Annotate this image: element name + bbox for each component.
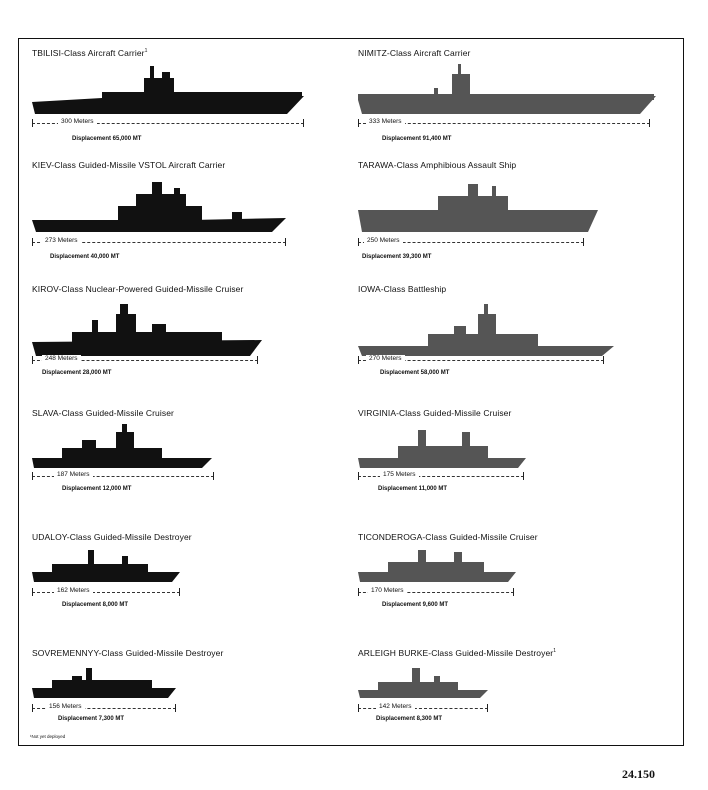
footnote-marker: 1 [553,648,557,655]
ship-title [358,284,446,294]
length-scale [32,238,286,247]
ship-silhouette-sovremennyy [32,662,182,702]
ship-silhouette-slava [32,422,222,474]
ship-title [32,160,225,170]
length-label: 270 Meters [366,355,405,362]
ship-entry-tbilisi [32,48,352,166]
length-scale [358,238,584,247]
ship-silhouette-arleigh-burke [358,662,498,702]
ship-entry-nimitz [358,48,678,166]
ship-title [358,648,556,658]
ship-silhouette-kirov [32,300,272,360]
ship-entry-virginia [358,408,678,526]
length-scale [358,588,514,597]
ship-title-text: UDALOY-Class Guided-Missile Destroyer [32,532,192,542]
ship-title [32,408,174,418]
ship-entry-kirov [32,284,352,402]
footnote-marker: 1 [144,48,148,55]
length-label: 250 Meters [364,237,403,244]
page-number: 24.150 [622,767,655,781]
ship-title-text: NIMITZ-Class Aircraft Carrier [358,48,471,58]
ship-entry-kiev [32,160,352,278]
ship-silhouette-tarawa [358,176,608,236]
displacement-label: Displacement 28,000 MT [42,370,112,376]
ship-silhouette-iowa [358,300,618,360]
length-label: 273 Meters [42,237,81,244]
ship-entry-sovremennyy [32,648,352,766]
length-label: 248 Meters [42,355,81,362]
length-scale [358,472,524,481]
ship-title [32,532,192,542]
ship-entry-arleigh-burke [358,648,678,766]
length-label: 300 Meters [58,118,97,125]
displacement-label: Displacement 40,000 MT [50,254,120,260]
ship-title-text: KIEV-Class Guided-Missile VSTOL Aircraft Carrier [32,160,226,170]
ship-title-text: ARLEIGH BURKE-Class Guided-Missile Destroyer [358,648,554,658]
displacement-label: Displacement 39,300 MT [362,254,432,260]
ship-title [32,284,243,294]
length-label: 187 Meters [54,471,93,478]
ship-title [358,160,516,170]
displacement-label: Displacement 58,000 MT [380,370,450,376]
displacement-label: Displacement 8,300 MT [376,716,443,722]
length-label: 142 Meters [376,703,415,710]
ship-title [358,532,538,542]
length-scale [358,119,650,128]
displacement-label: Displacement 8,000 MT [62,602,129,608]
ship-silhouette-ticonderoga [358,546,528,586]
ship-title [358,408,511,418]
ship-silhouette-udaloy [32,546,192,586]
ship-title [32,48,147,58]
ship-title-text: IOWA-Class Battleship [358,284,447,294]
ship-title-text: VIRGINIA-Class Guided-Missile Cruiser [358,408,512,418]
ship-title-text: TARAWA-Class Amphibious Assault Ship [358,160,517,170]
displacement-label: Displacement 9,600 MT [382,602,449,608]
ship-entry-udaloy [32,532,352,650]
ship-title [358,48,470,58]
ship-silhouette-nimitz [358,62,658,118]
ship-title [32,648,223,658]
length-label: 175 Meters [380,471,419,478]
displacement-label: Displacement 65,000 MT [72,136,142,142]
displacement-label: Displacement 7,300 MT [58,716,125,722]
length-scale [32,704,176,713]
length-scale [32,356,258,365]
length-scale [32,472,214,481]
displacement-label: Displacement 11,000 MT [378,486,448,492]
ship-entry-ticonderoga [358,532,678,650]
length-label: 333 Meters [366,118,405,125]
displacement-label: Displacement 91,400 MT [382,136,452,142]
ship-silhouette-tbilisi [32,62,312,118]
length-label: 156 Meters [46,703,85,710]
ship-title-text: TICONDEROGA-Class Guided-Missile Cruiser [358,532,538,542]
footnote-text: ¹Not yet deployed [30,734,66,739]
length-scale [32,588,180,597]
length-scale [358,704,488,713]
ship-title-text: KIROV-Class Nuclear-Powered Guided-Missile Cruiser [32,284,244,294]
length-label: 162 Meters [54,587,93,594]
ship-entry-tarawa [358,160,678,278]
ship-entry-slava [32,408,352,526]
ship-silhouette-kiev [32,176,302,236]
displacement-label: Displacement 12,000 MT [62,486,132,492]
ship-title-text: SLAVA-Class Guided-Missile Cruiser [32,408,174,418]
ship-title-text: TBILISI-Class Aircraft Carrier [32,48,145,58]
length-scale [32,119,304,128]
ship-title-text: SOVREMENNYY-Class Guided-Missile Destroyer [32,648,224,658]
ship-silhouette-virginia [358,422,538,474]
length-scale [358,356,604,365]
ship-entry-iowa [358,284,678,402]
length-label: 170 Meters [368,587,407,594]
